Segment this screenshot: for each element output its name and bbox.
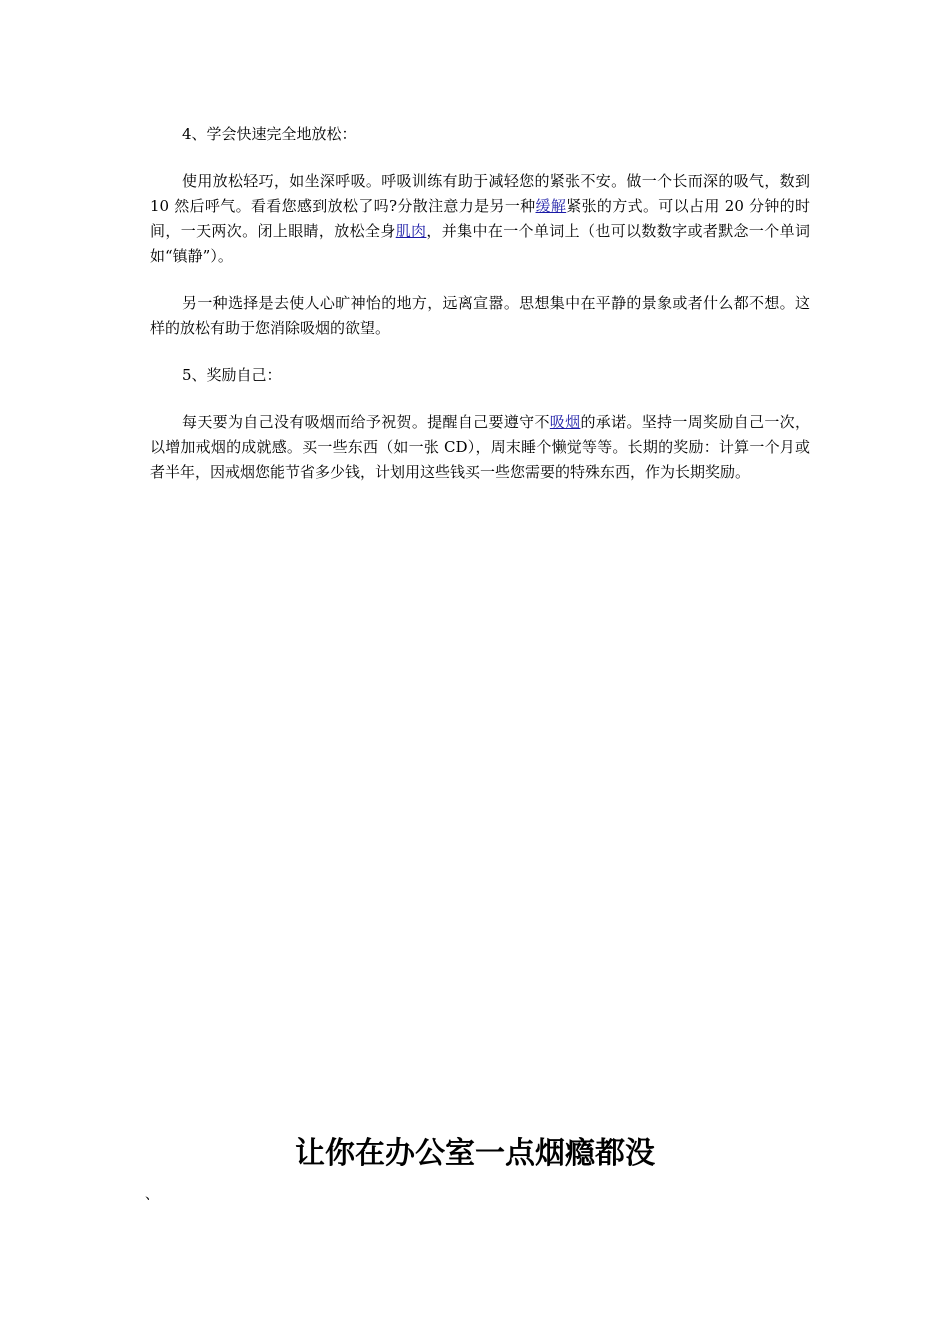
next-article-title: 让你在办公室一点烟瘾都没 — [295, 1136, 655, 1171]
section-4-paragraph-1 — [150, 169, 810, 269]
paragraph-text: ，并集中在一个单词上（也可以数数字或者默念一个单词如“镇静”）。 — [150, 222, 810, 265]
link-relieve[interactable]: 缓解 — [535, 197, 567, 215]
article-body — [150, 122, 810, 507]
link-smoking[interactable]: 吸烟 — [549, 413, 581, 431]
paragraph-text: 紧张的方式。可以占用 20 分钟的时间，一天两次。闭上眼睛，放松全身 — [150, 197, 811, 240]
paragraph-text: 的承诺。坚持一周奖励自己一次，以增加戒烟的成就感。买一些东西（如一张 CD），周末睡个懒觉等等。长期的奖励：计算一个月或者半年，因戒烟您能节省多少钱，计划用这些钱买一些您需要的特殊东西，作为长期奖励。 — [150, 413, 810, 481]
stray-punctuation-mark: 、 — [145, 1187, 159, 1203]
section-5-paragraph-1 — [150, 410, 810, 485]
link-muscle[interactable]: 肌肉 — [395, 222, 427, 240]
paragraph-text: 使用放松轻巧，如坐深呼吸。呼吸训练有助于减轻您的紧张不安。做一个长而深的吸气，数到 10 然后呼气。看看您感到放松了吗?分散注意力是另一种 — [150, 172, 810, 215]
section-4-paragraph-2: 另一种选择是去使人心旷神怡的地方，远离宣嚣。思想集中在平静的景象或者什么都不想。这样的放松有助于您消除吸烟的欲望。 — [150, 294, 810, 337]
section-4-heading: 4、学会快速完全地放松： — [182, 125, 357, 143]
section-5-heading: 5、奖励自己： — [182, 366, 282, 384]
paragraph-text: 每天要为自己没有吸烟而给予祝贺。提醒自己要遵守不 — [182, 413, 550, 431]
